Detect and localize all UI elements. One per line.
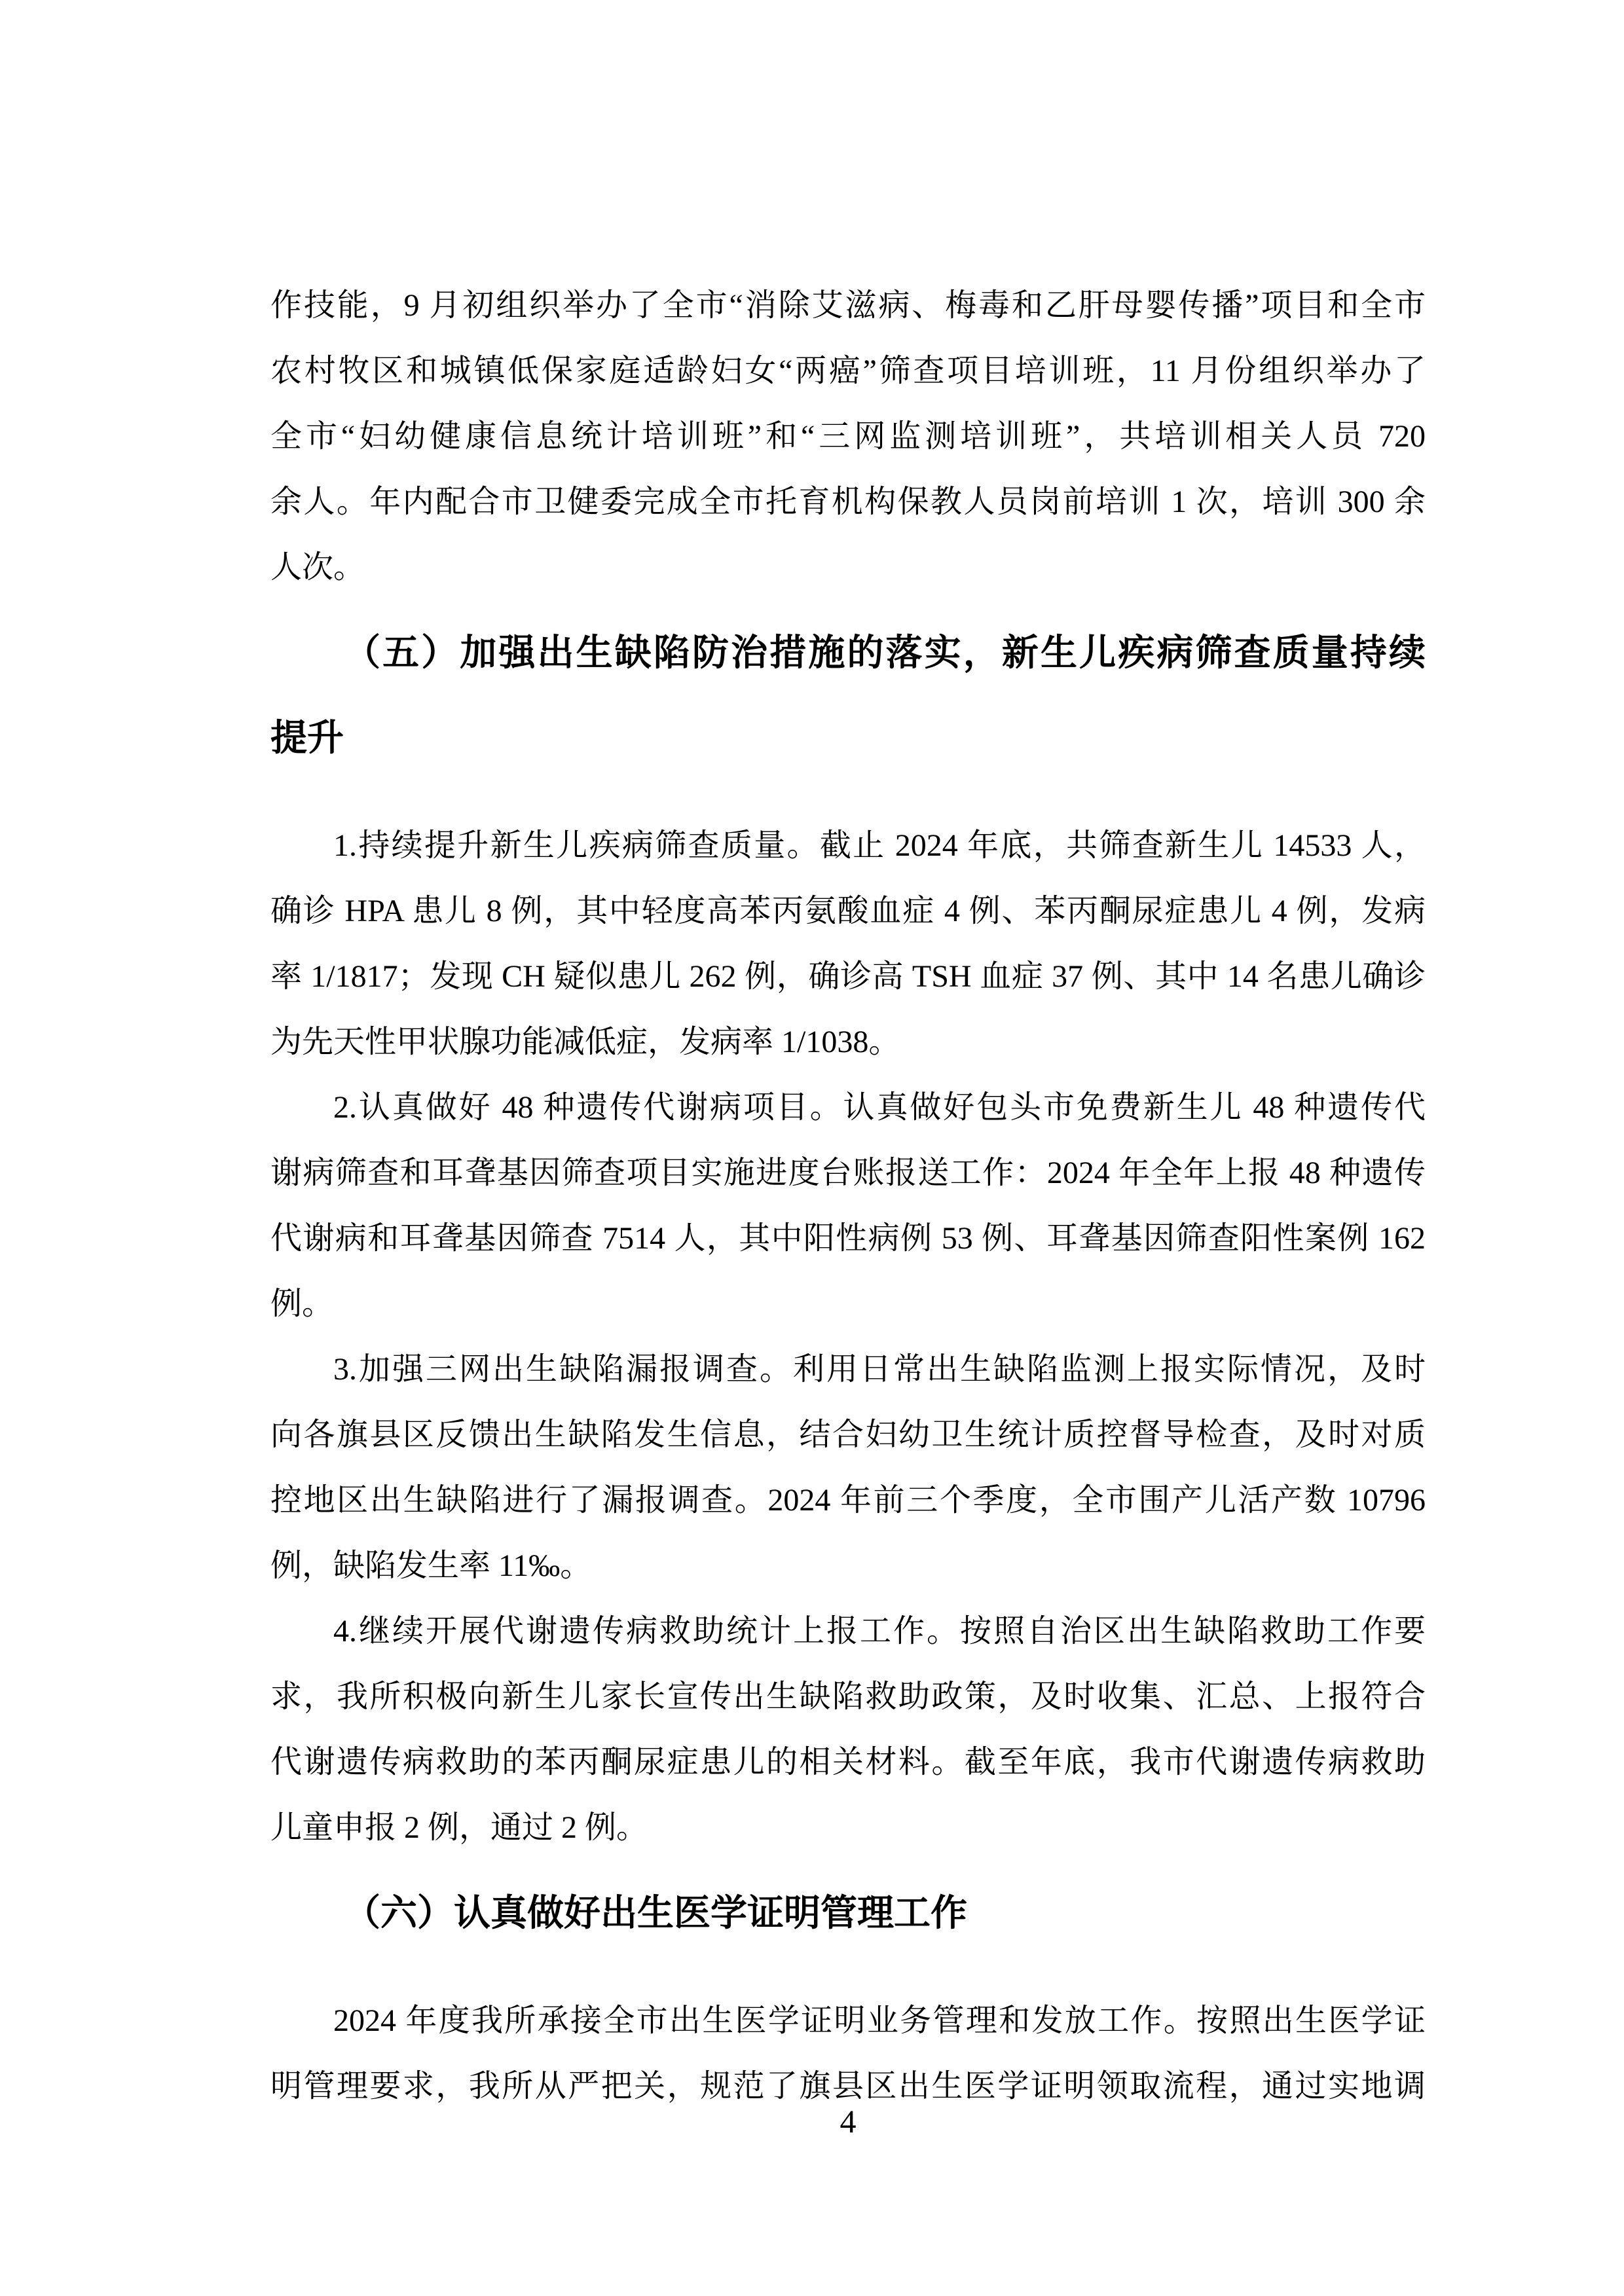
paragraph-rescue-statistics-reporting bbox=[270, 1599, 1426, 1861]
text-line: 儿童申报 2 例，通过 2 例。 bbox=[270, 1810, 648, 1845]
text-line: 作技能，9 月初组织举办了全市“消除艾滋病、梅毒和乙肝母婴传播”项目和全市 bbox=[270, 288, 1426, 323]
section-heading-6 bbox=[270, 1870, 1426, 1956]
section-heading-5 bbox=[270, 610, 1426, 780]
text-line: 谢病筛查和耳聋基因筛查项目实施进度台账报送工作：2024 年全年上报 48 种遗传 bbox=[270, 1156, 1426, 1190]
paragraph-training-continuation bbox=[270, 273, 1426, 600]
text-line: 4.继续开展代谢遗传病救助统计上报工作。按照自治区出生缺陷救助工作要 bbox=[333, 1614, 1426, 1649]
text-line: 人次。 bbox=[270, 550, 365, 585]
text-line: 3.加强三网出生缺陷漏报调查。利用日常出生缺陷监测上报实际情况，及时 bbox=[333, 1352, 1426, 1387]
text-line: 率 1/1817；发现 CH 疑似患儿 262 例，确诊高 TSH 血症 37 例、其中 14 名患儿确诊 bbox=[270, 959, 1426, 994]
text-line: 例，缺陷发生率 11‰。 bbox=[270, 1548, 592, 1583]
text-line: 明管理要求，我所从严把关，规范了旗县区出生医学证明领取流程，通过实地调 bbox=[270, 2069, 1426, 2104]
text-line: 例。 bbox=[270, 1286, 334, 1321]
paragraph-genetic-metabolic-diseases bbox=[270, 1075, 1426, 1337]
text-line: 向各旗县区反馈出生缺陷发生信息，结合妇幼卫生统计质控督导检查，及时对质 bbox=[270, 1417, 1426, 1452]
text-line: 2024 年度我所承接全市出生医学证明业务管理和发放工作。按照出生医学证 bbox=[333, 2003, 1426, 2038]
paragraph-birth-certificate-management bbox=[270, 1988, 1426, 2119]
paragraph-newborn-screening bbox=[270, 813, 1426, 1075]
text-line: 确诊 HPA 患儿 8 例，其中轻度高苯丙氨酸血症 4 例、苯丙酮尿症患儿 4 例，发病 bbox=[270, 894, 1426, 928]
page-number: 4 bbox=[840, 2103, 857, 2140]
paragraph-birth-defect-underreporting bbox=[270, 1337, 1426, 1599]
text-line: 全市“妇幼健康信息统计培训班”和“三网监测培训班”，共培训相关人员 720 bbox=[270, 419, 1426, 454]
text-line: 代谢遗传病救助的苯丙酮尿症患儿的相关材料。截至年底，我市代谢遗传病救助 bbox=[270, 1745, 1426, 1779]
text-line: 2.认真做好 48 种遗传代谢病项目。认真做好包头市免费新生儿 48 种遗传代 bbox=[333, 1090, 1426, 1125]
heading-line: （六）认真做好出生医学证明管理工作 bbox=[344, 1892, 967, 1933]
heading-line: 提升 bbox=[270, 717, 344, 758]
page-content bbox=[270, 273, 1426, 2119]
text-line: 求，我所积极向新生儿家长宣传出生缺陷救助政策，及时收集、汇总、上报符合 bbox=[270, 1679, 1426, 1714]
text-line: 为先天性甲状腺功能减低症，发病率 1/1038。 bbox=[270, 1025, 900, 1059]
text-line: 农村牧区和城镇低保家庭适龄妇女“两癌”筛查项目培训班，11 月份组织举办了 bbox=[270, 354, 1426, 388]
text-line: 控地区出生缺陷进行了漏报调查。2024 年前三个季度，全市围产儿活产数 10796 bbox=[270, 1483, 1426, 1518]
heading-line: （五）加强出生缺陷防治措施的落实，新生儿疾病筛查质量持续 bbox=[344, 632, 1426, 673]
text-line: 代谢病和耳聋基因筛查 7514 人，其中阳性病例 53 例、耳聋基因筛查阳性案例 162 bbox=[270, 1221, 1426, 1256]
text-line: 1.持续提升新生儿疾病筛查质量。截止 2024 年底，共筛查新生儿 14533 人， bbox=[333, 828, 1426, 863]
text-line: 余人。年内配合市卫健委完成全市托育机构保教人员岗前培训 1 次，培训 300 余 bbox=[270, 484, 1426, 519]
